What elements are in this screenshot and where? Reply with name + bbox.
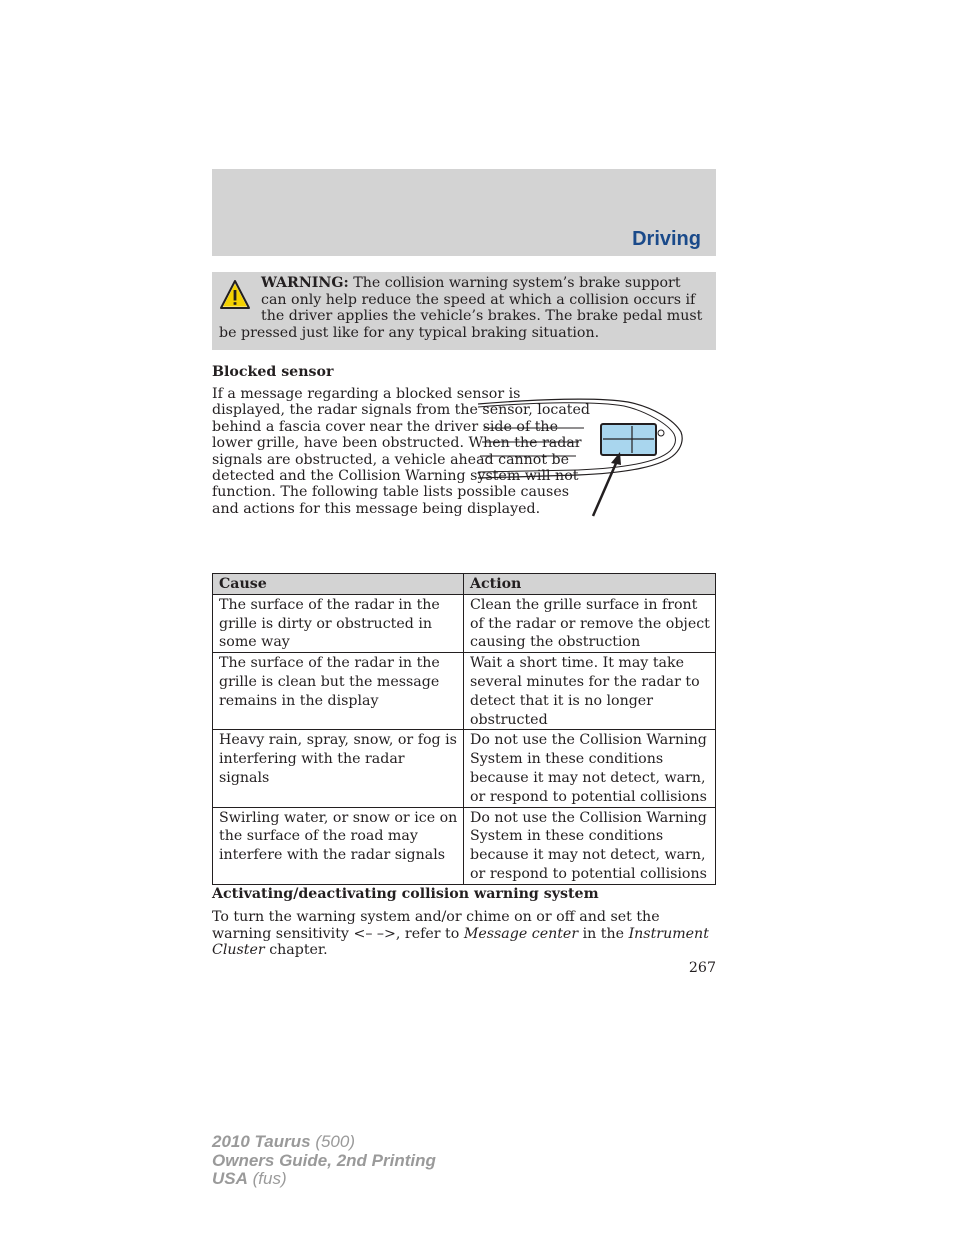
cause-cell: The surface of the radar in the grille is dirty or obstructed in some way (213, 594, 464, 652)
message-center-reference: Message center (463, 925, 579, 942)
footer-region-code: (fus) (247, 1169, 287, 1188)
activating-text (212, 909, 716, 959)
table-row (213, 653, 716, 730)
table-header-row (213, 574, 716, 595)
cause-action-table (212, 573, 716, 885)
footer-guide: Owners Guide, 2nd Printing (212, 1150, 436, 1170)
action-cell: Clean the grille surface in front of the radar or remove the object causing the obstruction (464, 594, 716, 652)
instrument-cluster-reference: Instrument Cluster (212, 925, 709, 959)
footer-region-line (212, 1170, 436, 1189)
action-cell: Do not use the Collision Warning System in these conditions because it may not detect, warn, or respond to potential collisions (464, 730, 716, 807)
footer-model-line (212, 1133, 436, 1152)
cause-cell: Swirling water, or snow or ice on the surface of the road may interfere with the radar signals (213, 807, 464, 884)
warning-label: WARNING: (261, 275, 349, 291)
chapter-title: Driving (632, 228, 701, 250)
footer (212, 1133, 436, 1189)
activating-text-part: in the (578, 925, 629, 942)
chapter-header (212, 169, 716, 256)
warning-box (212, 272, 716, 350)
header-cause: Cause (213, 574, 464, 595)
header-action: Action (464, 574, 716, 595)
action-cell: Do not use the Collision Warning System in these conditions because it may not detect, warn, or respond to potential collisions (464, 807, 716, 884)
footer-region: USA (212, 1169, 248, 1188)
table-row (213, 807, 716, 884)
footer-guide-line (212, 1152, 436, 1171)
warning-text: The collision warning system’s brake support can only help reduce the speed at which a collision occurs if the driver applies the vehicle’s brakes. The brake pedal must be pressed just like for any typical braking situation. (219, 275, 703, 341)
footer-model: 2010 Taurus (212, 1132, 311, 1151)
blocked-sensor-text: If a message regarding a blocked sensor is displayed, the radar signals from the sensor, located behind a fascia cover near the driver side of the lower grille, have been obstructed. When the radar signals are obstructed, a vehicle ahead cannot be detected and the Collision Warning system will not function. The following table lists possible causes and actions for this message being displayed. (212, 386, 590, 517)
cause-cell: The surface of the radar in the grille is clean but the message remains in the display (213, 653, 464, 730)
activating-heading: Activating/deactivating collision warning system (212, 886, 599, 902)
action-cell: Wait a short time. It may take several minutes for the radar to detect that it is no longer obstructed (464, 653, 716, 730)
footer-model-code: (500) (310, 1132, 356, 1151)
activating-text-part: To turn the warning system and/or chime on or off and set the warning sensitivity <– –>, refer to (212, 909, 660, 942)
cause-cell: Heavy rain, spray, snow, or fog is interfering with the radar signals (213, 730, 464, 807)
table-row (213, 730, 716, 807)
page-number: 267 (688, 960, 716, 976)
blocked-sensor-heading: Blocked sensor (212, 364, 334, 380)
activating-text-part: chapter. (264, 942, 328, 959)
warning-triangle-icon (219, 279, 251, 311)
table-row (213, 594, 716, 652)
